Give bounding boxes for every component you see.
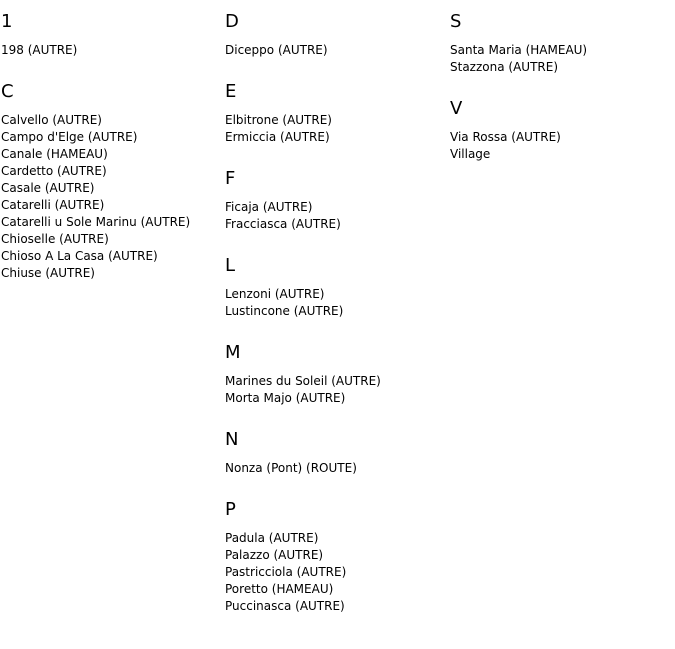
place-link[interactable]: Cardetto (AUTRE) (1, 164, 107, 178)
place-link[interactable]: Catarelli (AUTRE) (1, 198, 105, 212)
letter-group (225, 0, 445, 59)
place-link[interactable]: Via Rossa (AUTRE) (450, 130, 561, 144)
place-list (225, 450, 445, 477)
place-list (225, 363, 445, 407)
place-link[interactable]: Canale (HAMEAU) (1, 147, 108, 161)
place-link[interactable]: Marines du Soleil (AUTRE) (225, 374, 381, 388)
letter-heading: E (225, 81, 237, 102)
place-link[interactable]: Santa Maria (HAMEAU) (450, 43, 588, 57)
letter-group (225, 477, 445, 615)
place-link[interactable]: Campo d'Elge (AUTRE) (1, 130, 138, 144)
place-link[interactable]: Catarelli u Sole Marinu (AUTRE) (1, 215, 191, 229)
place-link[interactable]: Calvello (AUTRE) (1, 113, 102, 127)
letter-heading: L (225, 255, 236, 276)
letter-heading: D (225, 11, 239, 32)
place-link[interactable]: Chioso A La Casa (AUTRE) (1, 249, 158, 263)
place-link[interactable]: Morta Majo (AUTRE) (225, 391, 346, 405)
place-link[interactable]: Lenzoni (AUTRE) (225, 287, 325, 301)
letter-heading: 1 (1, 11, 13, 32)
place-link[interactable]: Village (450, 147, 491, 161)
index-column-1 (1, 0, 221, 282)
place-link[interactable]: Nonza (Pont) (ROUTE) (225, 461, 357, 475)
place-link[interactable]: Chioselle (AUTRE) (1, 232, 109, 246)
place-link[interactable]: Pastricciola (AUTRE) (225, 565, 347, 579)
place-link[interactable]: Stazzona (AUTRE) (450, 60, 558, 74)
place-link[interactable]: Ermiccia (AUTRE) (225, 130, 330, 144)
letter-heading: P (225, 499, 236, 520)
letter-heading: F (225, 168, 236, 189)
place-list (225, 520, 445, 615)
place-link[interactable]: Lustincone (AUTRE) (225, 304, 344, 318)
place-list (450, 119, 670, 163)
letter-group (225, 146, 445, 233)
letter-group (1, 59, 221, 282)
place-link[interactable]: Palazzo (AUTRE) (225, 548, 324, 562)
letter-group (1, 0, 221, 59)
letter-heading: N (225, 429, 239, 450)
place-link[interactable]: Ficaja (AUTRE) (225, 200, 313, 214)
letter-group (225, 59, 445, 146)
place-list (225, 102, 445, 146)
place-list (225, 189, 445, 233)
place-list (1, 102, 221, 282)
letter-heading: M (225, 342, 241, 363)
index-column-3 (450, 0, 670, 163)
letter-group (225, 320, 445, 407)
place-link[interactable]: Puccinasca (AUTRE) (225, 599, 345, 613)
place-link[interactable]: 198 (AUTRE) (1, 43, 78, 57)
letter-group (225, 233, 445, 320)
letter-heading: S (450, 11, 462, 32)
place-link[interactable]: Poretto (HAMEAU) (225, 582, 334, 596)
place-list (225, 276, 445, 320)
letter-heading: C (1, 81, 14, 102)
place-link[interactable]: Diceppo (AUTRE) (225, 43, 328, 57)
letter-group (225, 407, 445, 477)
place-link[interactable]: Casale (AUTRE) (1, 181, 95, 195)
letter-group (450, 0, 670, 76)
place-list (1, 32, 221, 59)
place-link[interactable]: Chiuse (AUTRE) (1, 266, 95, 280)
place-list (225, 32, 445, 59)
index-column-2 (225, 0, 445, 615)
place-list (450, 32, 670, 76)
place-link[interactable]: Elbitrone (AUTRE) (225, 113, 332, 127)
place-link[interactable]: Padula (AUTRE) (225, 531, 319, 545)
place-link[interactable]: Fracciasca (AUTRE) (225, 217, 341, 231)
letter-heading: V (450, 98, 463, 119)
letter-group (450, 76, 670, 163)
